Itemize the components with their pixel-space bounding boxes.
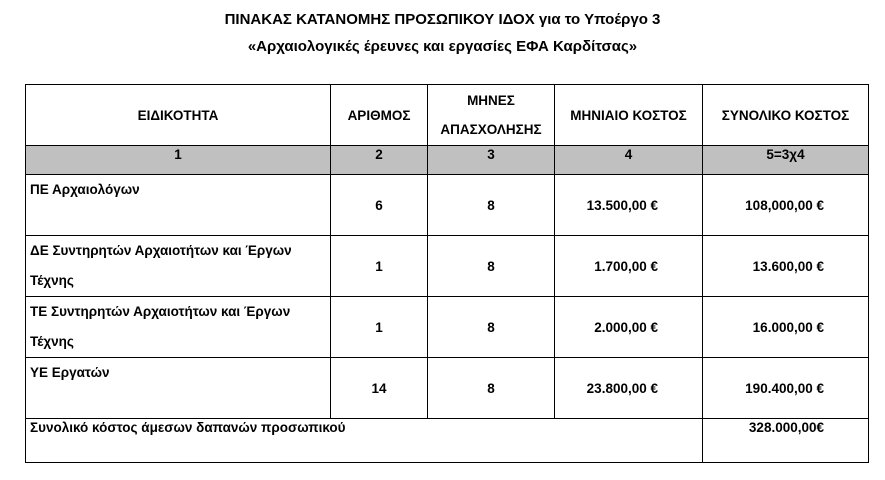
total-value: 328.000,00€ (703, 419, 869, 463)
cell-total-cost: 13.600,00 € (703, 236, 869, 297)
header-months-label: ΜΗΝΕΣ ΑΠΑΣΧΟΛΗΣΗΣ (440, 93, 542, 137)
cell-months: 8 (428, 297, 555, 358)
cell-months: 8 (428, 236, 555, 297)
column-number: 3 (428, 146, 555, 175)
cell-total-cost: 16.000,00 € (703, 297, 869, 358)
cell-months: 8 (428, 175, 555, 236)
cell-monthly-cost: 23.800,00 € (555, 358, 703, 419)
column-number: 1 (26, 146, 331, 175)
cell-monthly-cost: 2.000,00 € (555, 297, 703, 358)
cell-total-cost: 108,000,00 € (703, 175, 869, 236)
table-row (26, 297, 869, 358)
cell-count: 14 (331, 358, 428, 419)
document-subtitle: «Αρχαιολογικές έρευνες και εργασίες ΕΦΑ Καρδίτσας» (247, 38, 638, 55)
column-number: 2 (331, 146, 428, 175)
cell-specialty: ΥΕ Εργατών (26, 358, 331, 419)
cell-count: 1 (331, 297, 428, 358)
header-months (428, 85, 555, 146)
cell-specialty: ΔΕ Συντηρητών Αρχαιοτήτων και Έργων Τέχνης (26, 236, 331, 297)
cell-monthly-cost: 1.700,00 € (555, 236, 703, 297)
table-row (26, 236, 869, 297)
cell-specialty: ΤΕ Συντηρητών Αρχαιοτήτων και Έργων Τέχνης (26, 297, 331, 358)
column-number: 4 (555, 146, 703, 175)
table-row (26, 358, 869, 419)
cell-count: 6 (331, 175, 428, 236)
header-monthly-cost-label: ΜΗΝΙΑΙΟ ΚΟΣΤΟΣ (570, 107, 687, 123)
total-row (26, 419, 869, 463)
cell-count: 1 (331, 236, 428, 297)
cell-monthly-cost: 13.500,00 € (555, 175, 703, 236)
header-monthly-cost (555, 85, 703, 146)
cell-total-cost: 190.400,00 € (703, 358, 869, 419)
staff-allocation-table (25, 84, 869, 463)
table-header-row (26, 85, 869, 146)
total-label: Συνολικό κόστος άμεσων δαπανών προσωπικού (26, 419, 703, 463)
header-total-cost: ΣΥΝΟΛΙΚΟ ΚΟΣΤΟΣ (703, 85, 869, 146)
header-specialty: ΕΙΔΙΚΟΤΗΤΑ (26, 85, 331, 146)
column-number-row (26, 146, 869, 175)
table-row (26, 175, 869, 236)
cell-specialty: ΠΕ Αρχαιολόγων (26, 175, 331, 236)
header-count: ΑΡΙΘΜΟΣ (331, 85, 428, 146)
document-title: ΠΙΝΑΚΑΣ ΚΑΤΑΝΟΜΗΣ ΠΡΟΣΩΠΙΚΟΥ ΙΔΟΧ για το Υποέργο 3 (224, 11, 661, 28)
cell-months: 8 (428, 358, 555, 419)
column-number: 5=3χ4 (703, 146, 869, 175)
